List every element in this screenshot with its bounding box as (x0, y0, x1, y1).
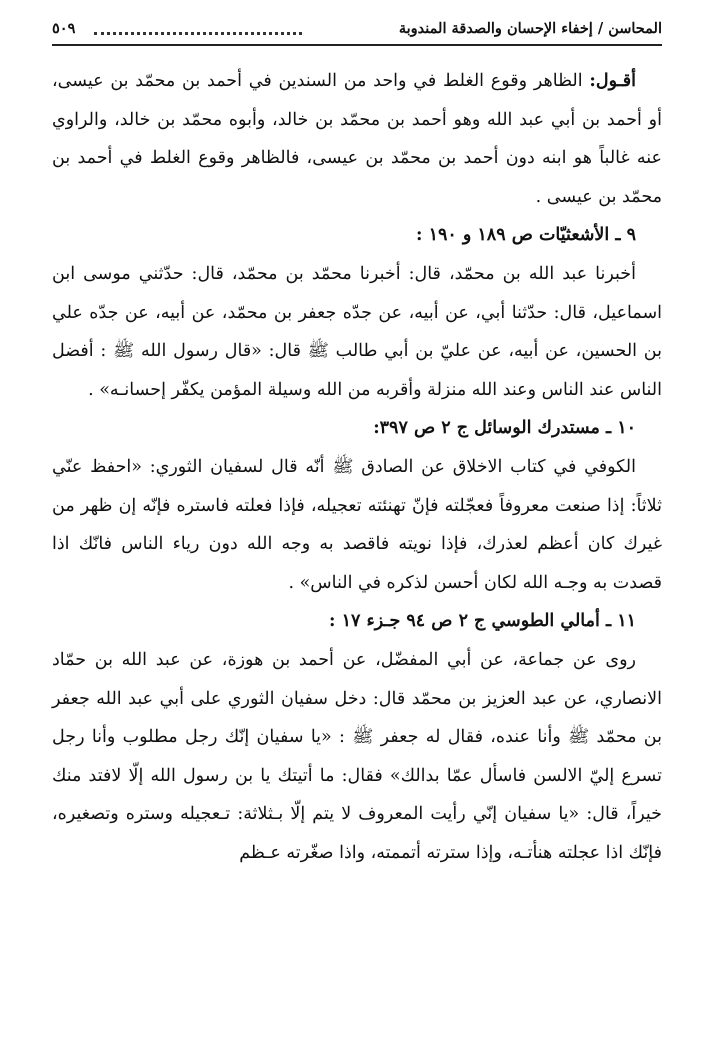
section-heading-11: ١١ ـ أمالي الطوسي ج ٢ ص ٩٤ جـزء ١٧ : (329, 611, 636, 632)
paragraph-1 (52, 62, 662, 216)
header-title: المحاسن / إخفاء الإحسان والصدقة المندوبة (398, 20, 662, 37)
header-leader-dots (94, 14, 302, 35)
paragraph-4: روى عن جماعة، عن أبي المفضّل، عن أحمد بن هوزة، عن عبد الله بن حمّاد الانصاري، عن عبد العزيز بن محمّد قال: دخل سفيان الثوري على أبي عبد الله جعفر بن محمّد ﷺ وأنا عنده، فقال له جعفر ﷺ : «يا سفيان إنّك رجل مطلوب وأنا رجل تسرع إليّ الالسن فاسأل عمّا بدالك» فقال: ما أتيتك يا بن رسول الله إلّا لافتد منك خيراً، قال: «يا سفيان إنّي رأيت المعروف لا يتم إلّا بـثلاثة: تـعجيله وستره وتصغيره، فإنّك اذا عجلته هنأتـه، وإذا سترته أتممته، واذا صغّرته عـظم (52, 649, 662, 863)
document-page (52, 0, 662, 1058)
paragraph-lead: أقـول: (589, 71, 636, 91)
page-number: ٥٠٩ (52, 20, 76, 37)
section-heading-9: ٩ ـ الأشعثيّات ص ١٨٩ و ١٩٠ : (416, 225, 636, 246)
body-text (52, 62, 662, 872)
paragraph-text: الظاهر وقوع الغلط في واحد من السندين في أحمد بن محمّد بن عيسى، أو أحمد بن أبي عبد الله وهو أحمد بن محمّد بن خالد، وأبوه محمّد بن خالد، والراوي عنه غالباً هو ابنه دون أحمد بن محمّد بن عيسى، فالظاهر وقوع الغلط في أحمد بن محمّد بن عيسى . (52, 71, 662, 207)
running-header (52, 14, 662, 46)
section-heading-10: ١٠ ـ مستدرك الوسائل ج ٢ ص ٣٩٧: (373, 418, 636, 439)
paragraph-2: أخبرنا عبد الله بن محمّد، قال: أخبرنا محمّد بن محمّد، قال: حدّثني موسى ابن اسماعيل، قال: حدّثنا أبي، عن أبيه، عن جدّه جعفر بن محمّد، عن أبيه، عن جدّه علي بن الحسين، عن أبيه، عن عليّ بن أبي طالب ﷺ قال: «قال رسول الله ﷺ : أفضل الناس عند الناس وعند الله منزلة وأقربه من الله وسيلة المؤمن يكفّر إحسانـه» . (52, 263, 662, 400)
paragraph-3: الكوفي في كتاب الاخلاق عن الصادق ﷺ أنّه قال لسفيان الثوري: «احفظ عنّي ثلاثاً: إذا صنعت معروفاً فعجّلته فإنّ تهنئته تعجيله، فإذا فعلته فاستره فإنّه إن ظهر من غيرك كان أعظم لعذرك، فإذا نويته فاقصد به وجه الله دون رياء الناس فانّك اذا قصدت به وجـه الله لكان أحسن لذكره في الناس» . (52, 456, 662, 593)
